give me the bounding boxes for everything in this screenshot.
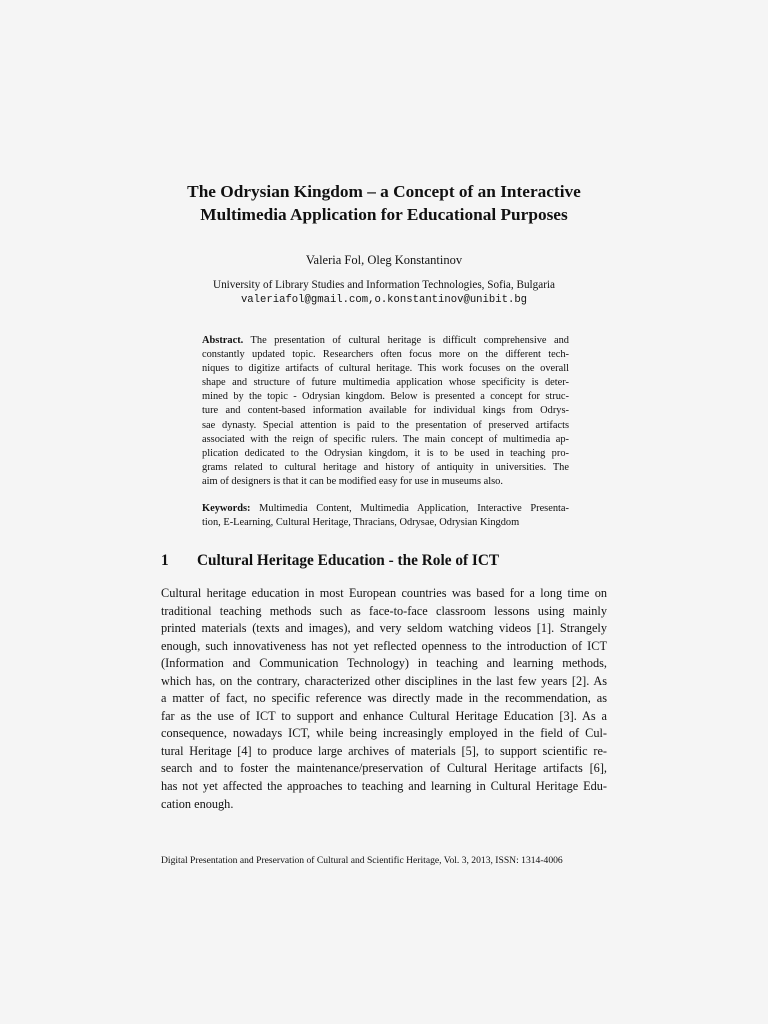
affiliation: University of Library Studies and Information Technologies, Sofia, Bulgaria <box>212 279 556 291</box>
author-list: Valeria Fol, Oleg Konstantinov <box>305 253 463 267</box>
body-line: (Information and Communication Technology) in teaching and learning methods, <box>161 656 607 671</box>
body-line: enough, such innovativeness has not yet reflected openness to the introduction of ICT <box>161 638 607 653</box>
keywords <box>202 502 569 530</box>
affiliation-block <box>120 278 648 307</box>
author-emails: valeriafol@gmail.com,o.konstantinov@unibit.bg <box>240 293 528 306</box>
body-line: cation enough. <box>161 796 234 811</box>
abstract-line: constantly updated topic. Researchers often focus more on the different tech- <box>202 349 569 361</box>
body-line: far as the use of ICT to support and enhance Cultural Heritage Education [3]. As a <box>161 708 607 723</box>
body-line: has not yet affected the approaches to teaching and learning in Cultural Heritage Edu- <box>161 779 607 794</box>
abstract-line: sae dynasty. Special attention is paid to the presentation of preserved artifacts <box>202 419 569 431</box>
abstract-line: aim of designers is that it can be modified easy for use in museums also. <box>202 475 503 487</box>
abstract-line: plication dedicated to the Odrysian kingdom, it is to be used in teaching pro- <box>202 447 569 459</box>
paper-title-line: Multimedia Application for Educational Purposes <box>200 205 568 224</box>
paper-title-line: The Odrysian Kingdom – a Concept of an Interactive <box>187 182 581 201</box>
keywords-line: Keywords: Multimedia Content, Multimedia Application, Interactive Presenta- <box>202 503 569 514</box>
abstract-label: Abstract. <box>202 335 244 346</box>
keywords-label: Keywords: <box>202 503 251 514</box>
body-line: which has, on the contrary, characterized other disciplines in the last few years [2]. As <box>161 673 607 688</box>
section-number: 1 <box>161 552 169 569</box>
abstract-line: grams related to cultural heritage and history of antiquity in universities. The <box>202 461 569 473</box>
body-line: a matter of fact, no specific reference was directly made in the recommendation, as <box>161 691 607 706</box>
paper-title <box>120 180 648 226</box>
abstract-line: mined by the topic - Odrysian kingdom. Below is presented a concept for struc- <box>202 391 569 403</box>
abstract <box>202 334 569 489</box>
page-footer: Digital Presentation and Preservation of Cultural and Scientific Heritage, Vol. 3, 2013, ISSN: 1314-4006 <box>161 855 563 866</box>
body-line: tural Heritage [4] to produce large archives of materials [5], to support scientific re- <box>161 743 607 758</box>
abstract-line: shape and structure of future multimedia application whose specificity is deter- <box>202 377 569 389</box>
section-title: Cultural Heritage Education - the Role of ICT <box>197 552 500 569</box>
body-line: Cultural heritage education in most European countries was based for a long time on <box>161 586 607 600</box>
section-heading <box>161 552 611 570</box>
body-paragraph <box>161 585 607 813</box>
body-line: search and to foster the maintenance/preservation of Cultural Heritage artifacts [6], <box>161 761 607 776</box>
body-line: consequence, nowadays ICT, while being increasingly employed in the field of Cul- <box>161 726 607 741</box>
abstract-line: niques to digitize artifacts of cultural heritage. This work focuses on the overall <box>202 363 569 375</box>
body-line: traditional teaching methods such as face-to-face classroom lessons using mainly <box>161 603 607 618</box>
abstract-line: associated with the reign of specific rulers. The main concept of multimedia ap- <box>202 433 569 445</box>
abstract-line: ture and content-based information available for individual kings from Odrys- <box>202 405 569 417</box>
abstract-line: Abstract. The presentation of cultural heritage is difficult comprehensive and <box>202 335 569 346</box>
keywords-line: tion, E-Learning, Cultural Heritage, Thracians, Odrysae, Odrysian Kingdom <box>202 517 520 529</box>
body-line: printed materials (texts and images), and very seldom watching videos [1]. Strangely <box>161 621 607 636</box>
